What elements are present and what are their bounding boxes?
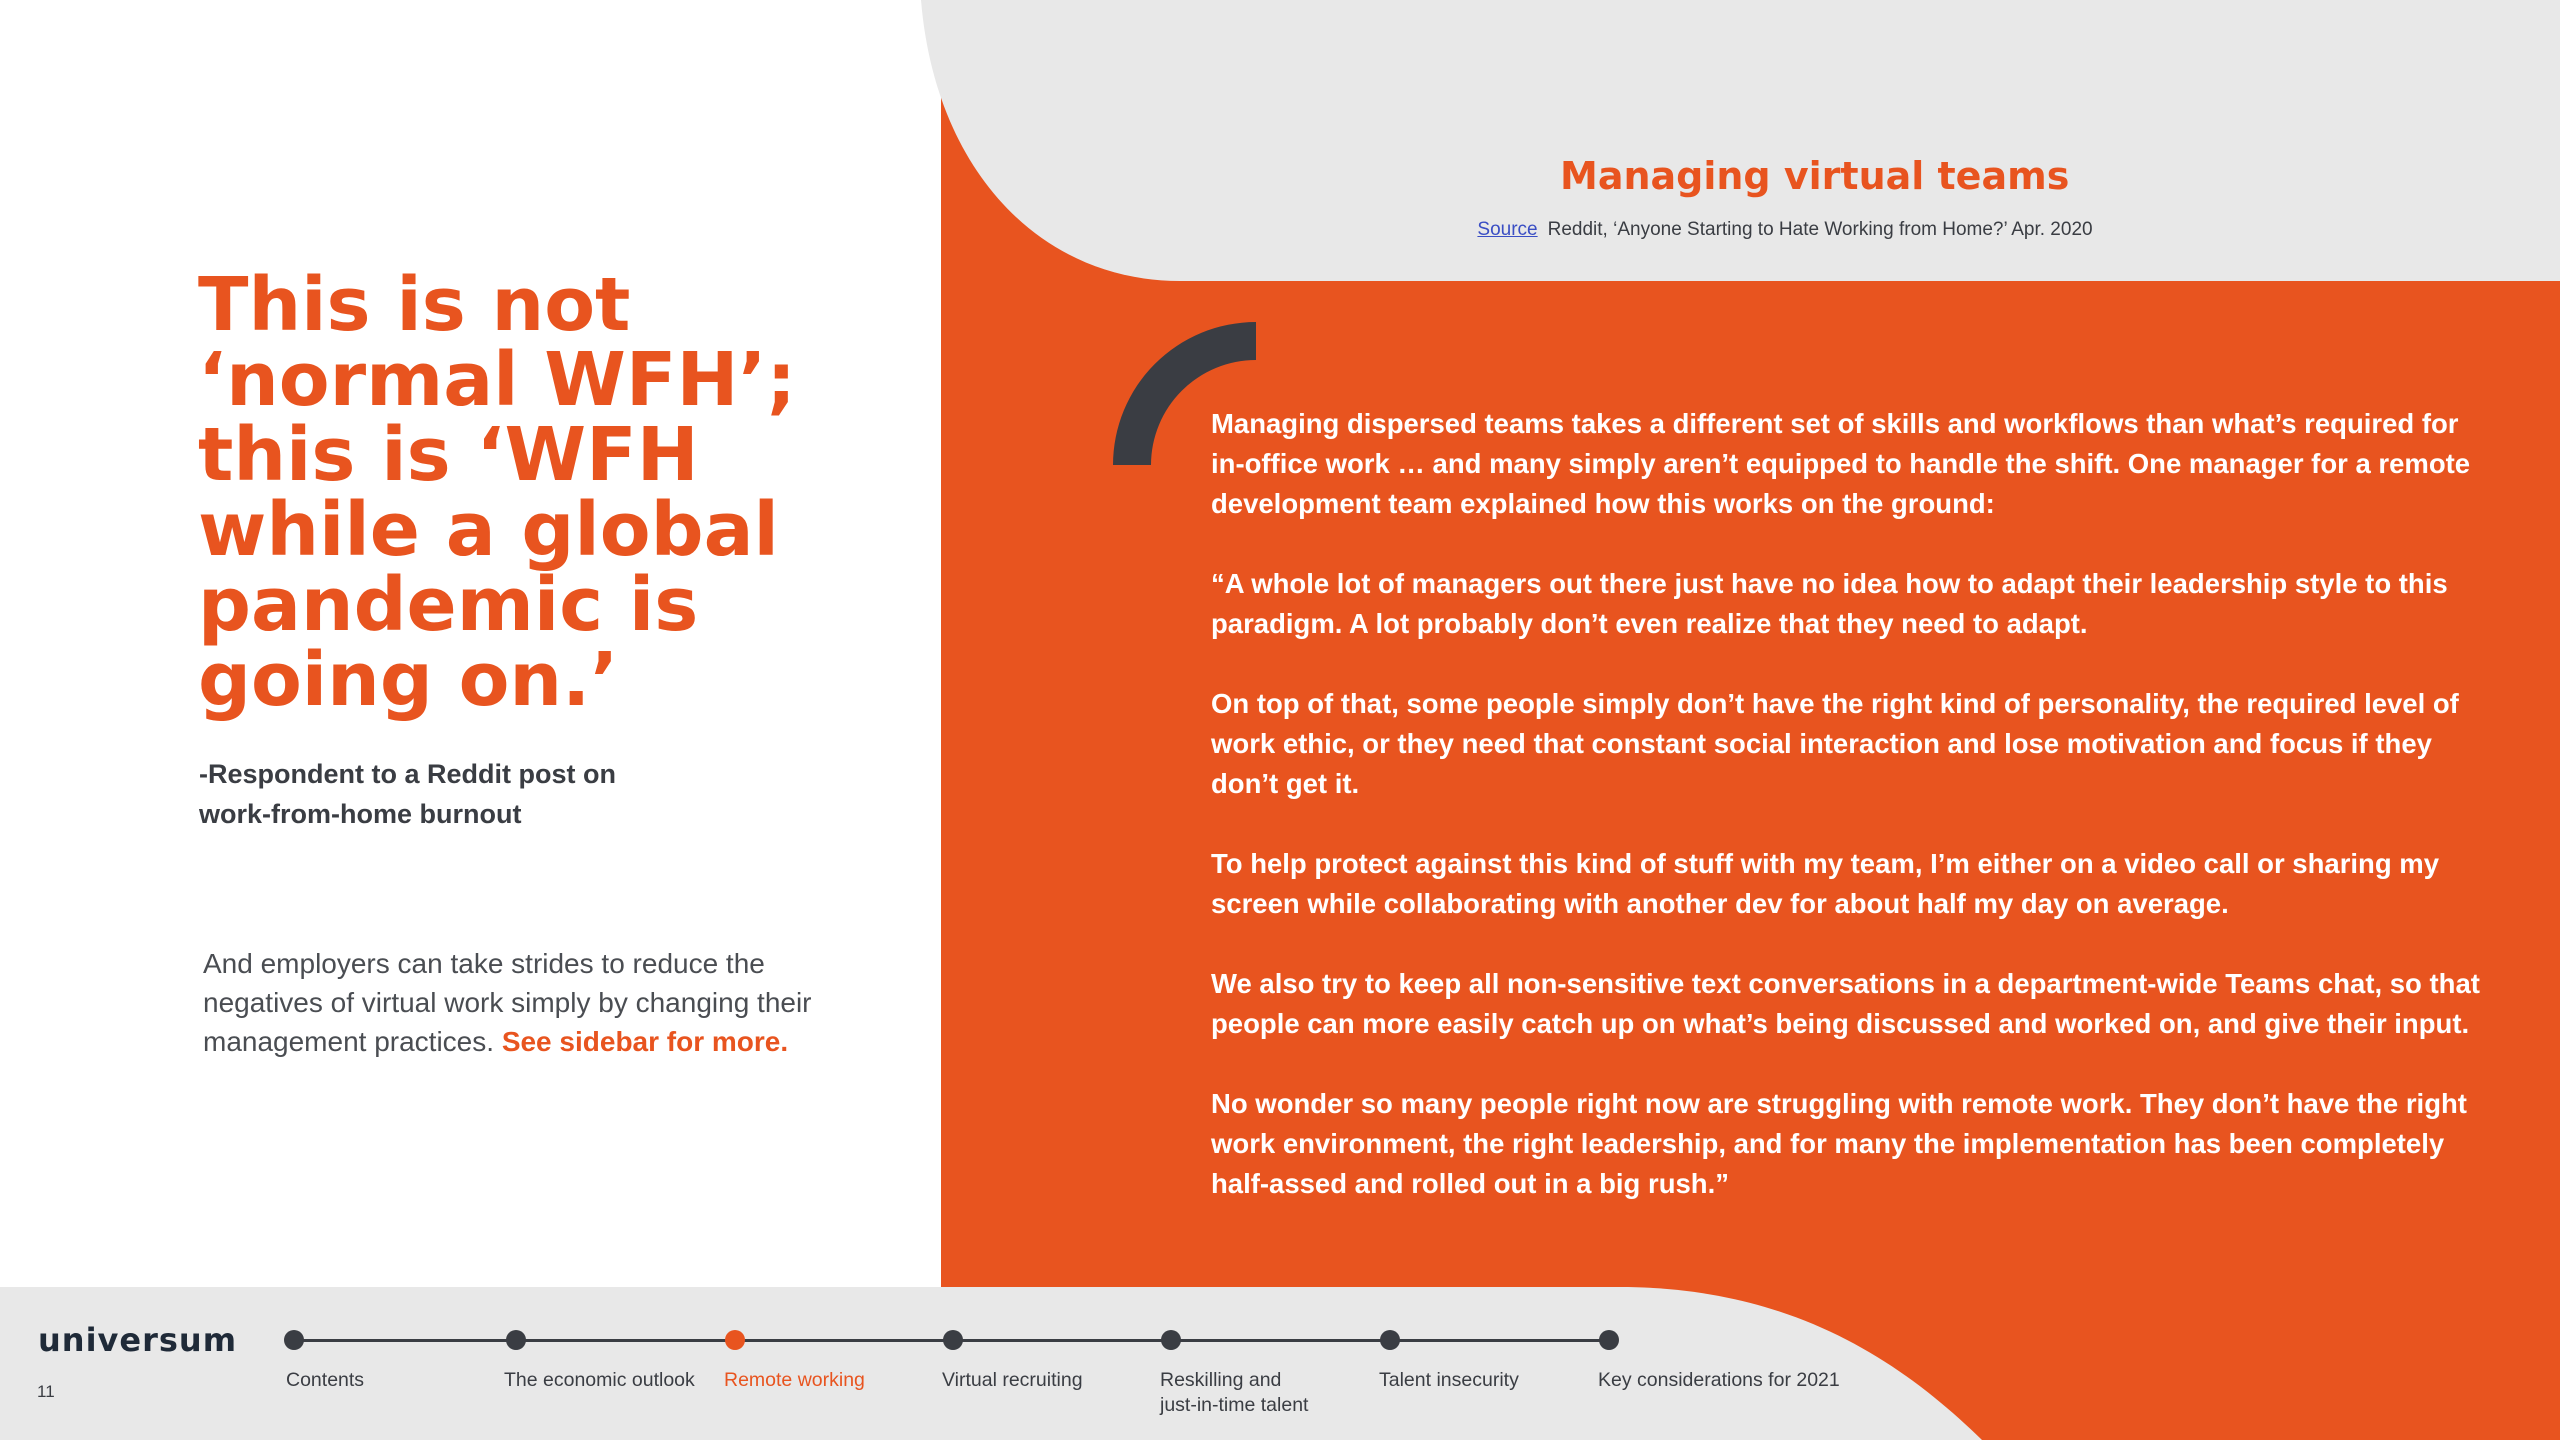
quote-line: We also try to keep all non-sensitive text conversations in a department-wide Teams chat, so that: [1211, 968, 2480, 999]
quote-line: don’t get it.: [1211, 768, 1360, 799]
timeline-label-reskilling[interactable]: [1160, 1368, 1308, 1418]
timeline-dot-contents[interactable]: [284, 1330, 304, 1350]
employer-line: And employers can take strides to reduce the: [203, 948, 765, 979]
timeline-label-text: Talent insecurity: [1379, 1369, 1519, 1391]
quote-paragraph: [1211, 684, 2459, 804]
timeline-label-economic-outlook[interactable]: [504, 1368, 695, 1393]
employer-line-text: management practices.: [203, 1026, 502, 1057]
timeline-label-key-considerations[interactable]: [1598, 1368, 1840, 1393]
quote-paragraph: [1211, 564, 2448, 644]
timeline-dot-reskilling[interactable]: [1161, 1330, 1181, 1350]
source-link[interactable]: Source: [1477, 219, 1538, 240]
quote-paragraph: [1211, 964, 2480, 1044]
quote-line: On top of that, some people simply don’t have the right kind of personality, the required level of: [1211, 688, 2459, 719]
source-text: Reddit, ‘Anyone Starting to Hate Working from Home?’ Apr. 2020: [1547, 219, 2093, 240]
quote-paragraph: [1211, 1084, 2467, 1204]
panel-title: Managing virtual teams: [1560, 154, 2070, 198]
timeline-label-text: Reskilling and: [1160, 1369, 1282, 1391]
timeline-label-virtual-recruiting[interactable]: [942, 1368, 1083, 1393]
employer-line: negatives of virtual work simply by changing their: [203, 987, 812, 1018]
quote-line: screen while collaborating with another dev for about half my day on average.: [1211, 888, 2229, 919]
quote-body: [1211, 404, 2480, 1244]
quote-line: development team explained how this works on the ground:: [1211, 488, 1995, 519]
timeline-label-text: Contents: [286, 1369, 365, 1391]
attribution-line: -Respondent to a Reddit post on: [199, 759, 616, 789]
timeline-dot-economic-outlook[interactable]: [506, 1330, 526, 1350]
quote-line: work environment, the right leadership, and for many the implementation has been completely: [1211, 1128, 2445, 1159]
quote-line: No wonder so many people right now are struggling with remote work. They don’t have the right: [1211, 1088, 2467, 1119]
timeline-label-text: Virtual recruiting: [942, 1369, 1083, 1391]
timeline-label-contents[interactable]: [286, 1368, 364, 1393]
employer-paragraph: [203, 944, 843, 1061]
gray-footer-band: [0, 1287, 1982, 1440]
page-number: 11: [37, 1382, 55, 1401]
attribution-line: work-from-home burnout: [199, 799, 522, 829]
timeline-dot-virtual-recruiting[interactable]: [943, 1330, 963, 1350]
timeline-dot-key-considerations[interactable]: [1599, 1330, 1619, 1350]
quote-line: Managing dispersed teams takes a different set of skills and workflows than what’s required for: [1211, 408, 2459, 439]
pull-quote-line: while a global: [198, 487, 779, 573]
timeline-dot-talent-insecurity[interactable]: [1380, 1330, 1400, 1350]
pull-quote-line: ‘normal WFH’;: [198, 337, 797, 423]
quote-paragraph: [1211, 844, 2440, 924]
pull-quote-line: pandemic is: [198, 562, 699, 648]
quote-line: in-office work … and many simply aren’t equipped to handle the shift. One manager for a remote: [1211, 448, 2471, 479]
quote-paragraph: [1211, 404, 2471, 524]
quote-line: paradigm. A lot probably don’t even realize that they need to adapt.: [1211, 608, 2088, 639]
see-sidebar-link[interactable]: See sidebar for more.: [501, 1026, 789, 1057]
pull-quote: [198, 262, 838, 723]
universum-logo[interactable]: universum: [38, 1321, 238, 1359]
quote-attribution: [199, 754, 759, 834]
timeline-label-text: The economic outlook: [504, 1369, 695, 1391]
timeline-label-remote-working[interactable]: [724, 1368, 865, 1393]
quote-line: people can more easily catch up on what’s being discussed and worked on, and give their input.: [1211, 1008, 2470, 1039]
quote-line: work ethic, or they need that constant social interaction and lose motivation and focus if they: [1211, 728, 2432, 759]
timeline-label-text: just-in-time talent: [1160, 1394, 1309, 1416]
quote-line: half-assed and rolled out in a big rush.”: [1211, 1168, 1729, 1199]
pull-quote-line: going on.’: [198, 637, 619, 723]
timeline-label-text: Remote working: [724, 1369, 865, 1391]
timeline-label-talent-insecurity[interactable]: [1379, 1368, 1519, 1393]
timeline-label-text: Key considerations for 2021: [1598, 1369, 1840, 1391]
timeline-dot-remote-working[interactable]: [725, 1330, 745, 1350]
quote-line: “A whole lot of managers out there just have no idea how to adapt their leadership style to this: [1211, 568, 2448, 599]
employer-line-last: [203, 1022, 843, 1061]
pull-quote-line: this is ‘WFH: [198, 412, 699, 498]
quote-line: To help protect against this kind of stuff with my team, I’m either on a video call or sharing my: [1211, 848, 2440, 879]
pull-quote-line: This is not: [198, 262, 631, 348]
panel-source: [1475, 216, 2095, 244]
